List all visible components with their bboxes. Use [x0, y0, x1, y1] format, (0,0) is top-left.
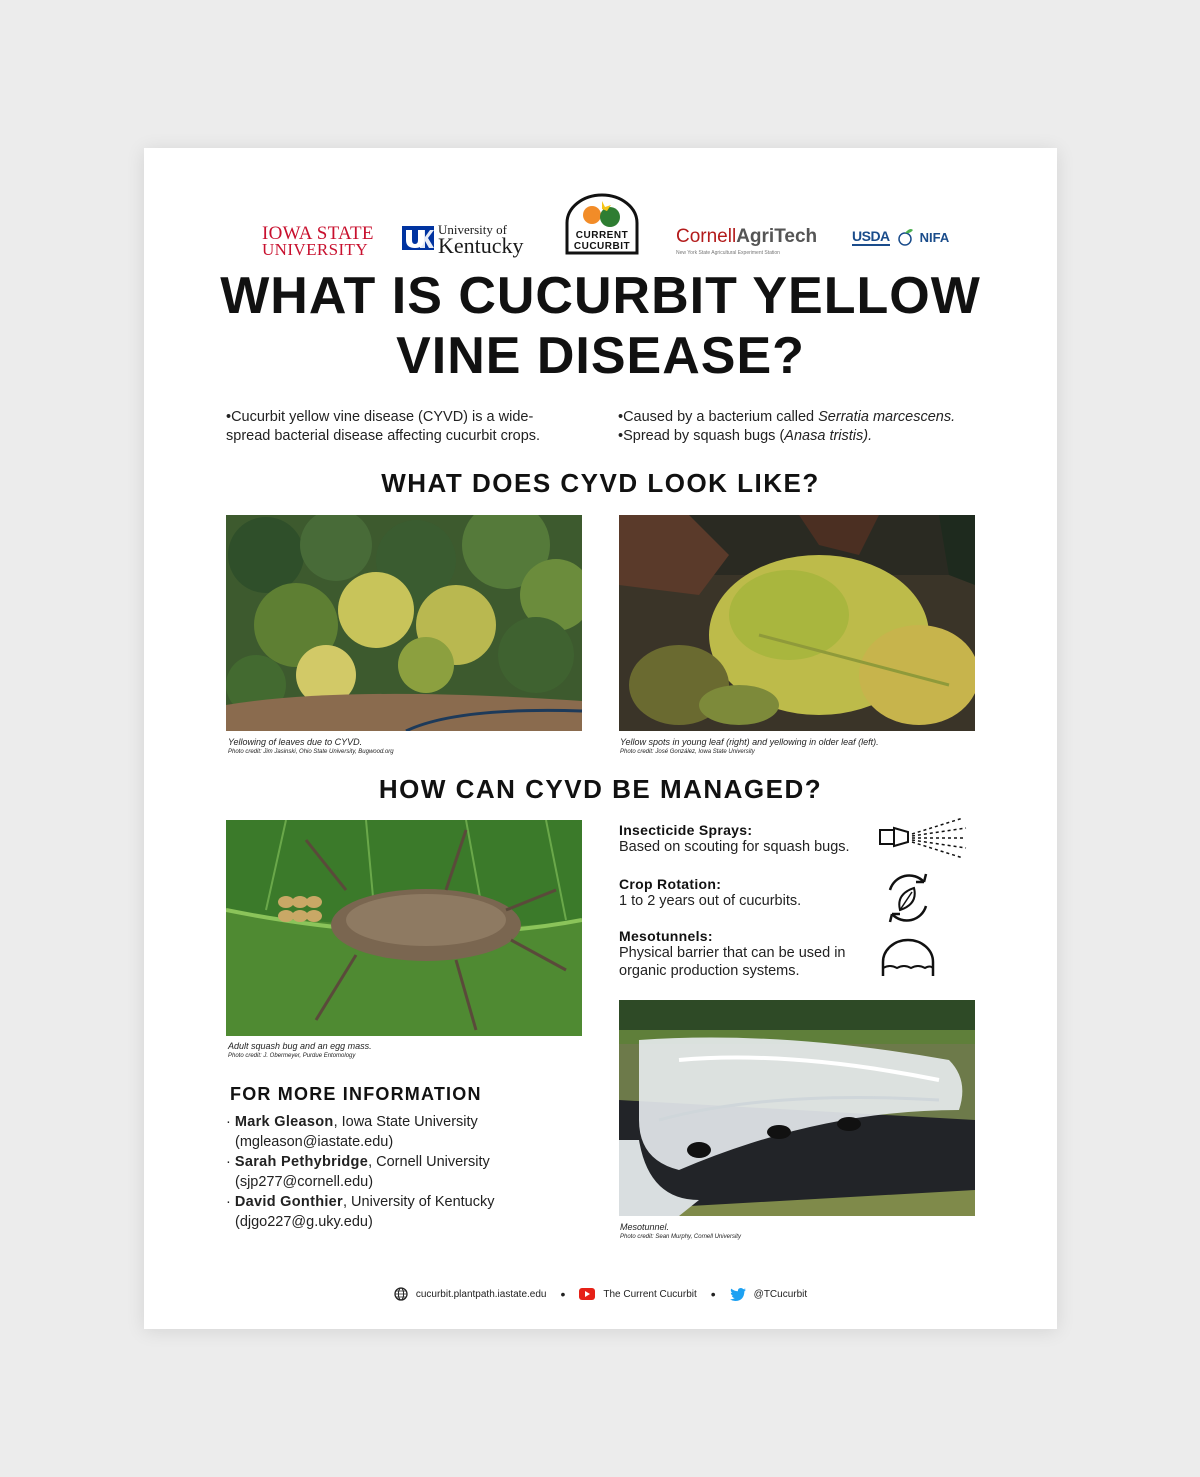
rotation-icon — [880, 870, 936, 926]
current-cucurbit-logo — [562, 193, 642, 255]
photo1-caption-text: Yellowing of leaves due to CYVD. — [228, 737, 363, 747]
intro-left-line2: spread bacterial disease affecting cucurbit crops. — [226, 428, 541, 444]
method-insecticide — [619, 822, 879, 856]
section-heading-look: WHAT DOES CYVD LOOK LIKE? — [381, 468, 820, 498]
intro-right2-italic: Anasa tristis). — [784, 428, 873, 444]
isu-line1: IOWA STATE — [262, 223, 374, 244]
photo-squash-bug — [226, 820, 582, 1036]
photo4-credit: Photo credit: Sean Murphy, Cornell University — [620, 1234, 741, 1240]
footer-separator: • — [560, 1286, 566, 1302]
kentucky-logo — [402, 222, 524, 258]
contacts-list — [226, 1112, 546, 1232]
twitter-icon — [730, 1288, 746, 1301]
isu-line2: UNIVERSITY — [262, 240, 368, 259]
globe-icon — [394, 1287, 408, 1301]
photo1-credit: Photo credit: Jim Jasinski, Ohio State University, Bugwood.org — [228, 749, 394, 755]
photo-yellowing-field — [226, 515, 582, 731]
method-mesotunnel-desc1: Physical barrier that can be used in — [619, 945, 846, 961]
photo1-caption — [228, 737, 588, 757]
cornell-bold: AgriTech — [736, 226, 818, 247]
contact-org: , Cornell University — [368, 1154, 490, 1170]
contact-email[interactable]: (djgo227@g.uky.edu) — [235, 1214, 373, 1230]
footer — [144, 1286, 1057, 1302]
method-rotation — [619, 876, 879, 910]
contact-org: , University of Kentucky — [343, 1194, 495, 1210]
method-rotation-title: Crop Rotation: — [619, 876, 722, 892]
intro-left-line1: Cucurbit yellow vine disease (CYVD) is a wide- — [231, 409, 534, 425]
intro-right1-text: Caused by a bacterium called — [623, 409, 819, 425]
more-info-heading: FOR MORE INFORMATION — [230, 1084, 482, 1104]
contact-email[interactable]: (sjp277@cornell.edu) — [235, 1174, 374, 1190]
contact-item: · Sarah Pethybridge, Cornell University — [226, 1154, 490, 1170]
photo3-credit: Photo credit: J. Obermeyer, Purdue Entomology — [228, 1053, 356, 1059]
globe-leaf-icon — [896, 228, 914, 246]
footer-separator: • — [710, 1286, 716, 1302]
contact-item: · Mark Gleason, Iowa State University — [226, 1114, 478, 1130]
cc-line1: CURRENT — [575, 230, 629, 241]
cornell-sub: New York State Agricultural Experiment Station — [676, 250, 780, 256]
poster-page — [144, 148, 1057, 1329]
footer-twitter-link[interactable]: @TCucurbit — [753, 1288, 808, 1300]
intro-right: •Caused by a bacterium called Serratia marcescens. •Spread by squash bugs (Anasa tristis). — [618, 409, 956, 444]
usda-nifa-logo — [852, 228, 949, 246]
photo2-credit: Photo credit: José González, Iowa State University — [620, 749, 755, 755]
photo3-caption — [228, 1041, 588, 1061]
tunnel-icon — [880, 938, 936, 978]
cc-line2: CUCURBIT — [573, 241, 631, 252]
photo-mesotunnel — [619, 1000, 975, 1216]
contact-name: David Gonthier — [234, 1194, 343, 1210]
uk-line1: University of — [438, 222, 507, 237]
iowa-state-logo — [262, 223, 374, 259]
contact-org: , Iowa State University — [333, 1114, 478, 1130]
photo3-caption-text: Adult squash bug and an egg mass. — [228, 1041, 372, 1051]
photo-yellow-spots — [619, 515, 975, 731]
contact-email[interactable]: (mgleason@iastate.edu) — [235, 1134, 394, 1150]
method-mesotunnel-title: Mesotunnels: — [619, 928, 713, 944]
contact-name: Mark Gleason — [234, 1114, 334, 1130]
page-title — [144, 266, 1057, 386]
title-line2: VINE DISEASE? — [396, 327, 805, 385]
sprayer-icon — [878, 816, 968, 860]
method-mesotunnel-desc2: organic production systems. — [619, 963, 800, 979]
uk-mark-icon — [402, 224, 434, 252]
section-heading-managed: HOW CAN CYVD BE MANAGED? — [378, 774, 823, 804]
uk-line2: Kentucky — [438, 233, 524, 258]
footer-website-link[interactable]: cucurbit.plantpath.iastate.edu — [415, 1288, 547, 1300]
footer-youtube-link[interactable]: The Current Cucurbit — [603, 1288, 697, 1300]
photo4-caption-text: Mesotunnel. — [620, 1222, 670, 1232]
cornell-agritech-logo — [676, 226, 817, 256]
intro-left: •Cucurbit yellow vine disease (CYVD) is a wide- spread bacterial disease affecting cucurbit crops. — [226, 408, 566, 446]
nifa-text: NIFA — [919, 229, 950, 245]
photo2-caption — [620, 737, 980, 757]
photo2-caption-text: Yellow spots in young leaf (right) and yellowing in older leaf (left). — [620, 737, 879, 747]
intro-right2-text: Spread by squash bugs ( — [623, 428, 785, 444]
usda-text: USDA — [852, 228, 890, 244]
method-insecticide-title: Insecticide Sprays: — [619, 822, 753, 838]
contact-name: Sarah Pethybridge — [234, 1154, 369, 1170]
method-insecticide-desc: Based on scouting for squash bugs. — [619, 839, 850, 855]
photo4-caption — [620, 1222, 980, 1242]
method-rotation-desc: 1 to 2 years out of cucurbits. — [619, 893, 802, 909]
youtube-icon — [579, 1288, 595, 1300]
cornell-main: Cornell — [676, 226, 737, 247]
intro-right1-italic: Serratia marcescens. — [818, 409, 956, 425]
title-line1: WHAT IS CUCURBIT YELLOW — [220, 267, 981, 325]
method-mesotunnel — [619, 928, 879, 980]
contact-item: · David Gonthier, University of Kentucky — [226, 1194, 495, 1210]
